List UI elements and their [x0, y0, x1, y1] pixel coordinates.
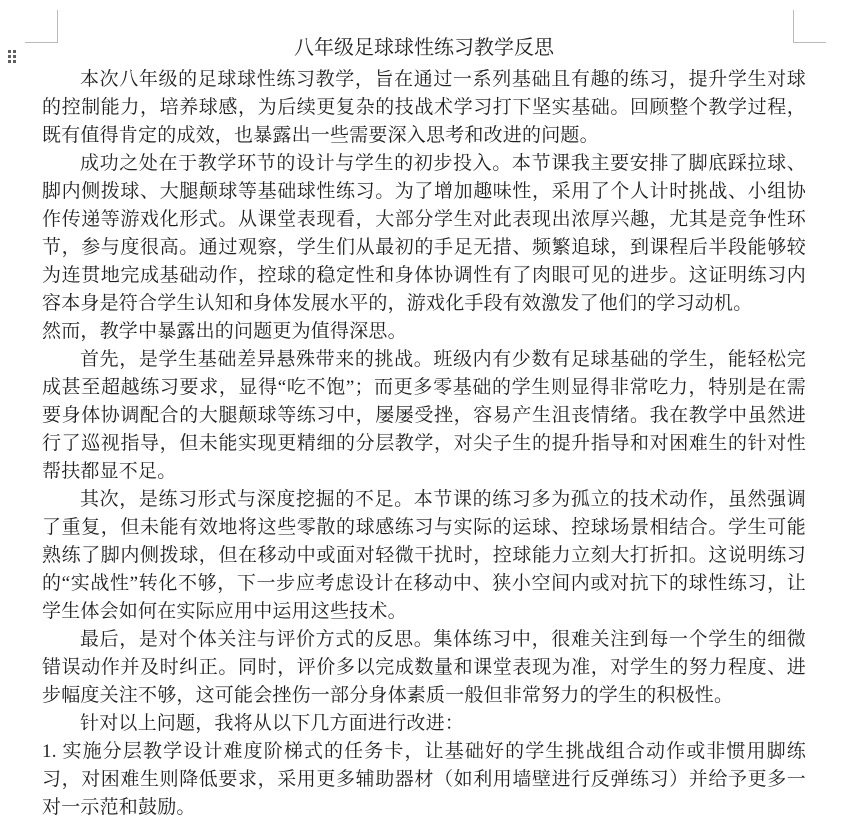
- paragraph-success[interactable]: 成功之处在于教学环节的设计与学生的初步投入。本节课我主要安排了脚底踩拉球、脚内侧拨球、大腿颠球等基础球性练习。为了增加趣味性，采用了个人计时挑战、小组协作传递等游戏化形式。从课堂表现看，大部分学生对此表现出浓厚兴趣，尤其是竞争性环节，参与度很高。通过观察，学生们从最初的手足无措、频繁追球，到课程后半段能够较为连贯地完成基础动作，控球的稳定性和身体协调性有了肉眼可见的进步。这证明练习内容本身是符合学生认知和身体发展水平的，游戏化手段有效激发了他们的学习动机。: [42, 153, 806, 314]
- document-title[interactable]: 八年级足球球性练习教学反思: [294, 37, 554, 59]
- paragraph-issue-last[interactable]: 最后，是对个体关注与评价方式的反思。集体练习中，很难关注到每一个学生的细微错误动作并及时纠正。同时，评价多以完成数量和课堂表现为准，对学生的努力程度、进步幅度关注不够，这可能会挫伤一部分身体素质一般但非常努力的学生的积极性。: [42, 629, 806, 706]
- paragraph-issue-first[interactable]: 首先，是学生基础差异悬殊带来的挑战。班级内有少数有足球基础的学生，能轻松完成甚至超越练习要求，显得“吃不饱”；而更多零基础的学生则显得非常吃力，特别是在需要身体协调配合的大腿颠球等练习中，屡屡受挫，容易产生沮丧情绪。我在教学中虽然进行了巡视指导，但未能实现更精细的分层教学，对尖子生的提升指导和对困难生的针对性帮扶都显不足。: [42, 349, 806, 482]
- paragraph-transition[interactable]: 然而，教学中暴露出的问题更为值得深思。: [42, 321, 407, 342]
- drag-handle-icon[interactable]: [8, 50, 17, 65]
- paragraph-intro[interactable]: 本次八年级的足球球性练习教学，旨在通过一系列基础且有趣的练习，提升学生对球的控制能力，培养球感，为后续更复杂的技战术学习打下坚实基础。回顾整个教学过程，既有值得肯定的成效，也暴露出一些需要深入思考和改进的问题。: [42, 69, 806, 146]
- paragraph-improve-item1[interactable]: 1. 实施分层教学设计难度阶梯式的任务卡，让基础好的学生挑战组合动作或非惯用脚练习，对困难生则降低要求，采用更多辅助器材（如利用墙壁进行反弹练习）并给予更多一对一示范和鼓励。: [42, 741, 806, 818]
- paragraph-improve-lead[interactable]: 针对以上问题，我将从以下几方面进行改进：: [80, 713, 465, 734]
- drag-handle-dots: [8, 50, 11, 53]
- document-page[interactable]: [42, 33, 806, 822]
- paragraph-issue-second[interactable]: 其次，是练习形式与深度挖掘的不足。本节课的练习多为孤立的技术动作，虽然强调了重复，但未能有效地将这些零散的球感练习与实际的运球、控球场景相结合。学生可能熟练了脚内侧拨球，但在移动中或面对轻微干扰时，控球能力立刻大打折扣。这说明练习的“实战性”转化不够，下一步应考虑设计在移动中、狭小空间内或对抗下的球性练习，让学生体会如何在实际应用中运用这些技术。: [42, 489, 806, 622]
